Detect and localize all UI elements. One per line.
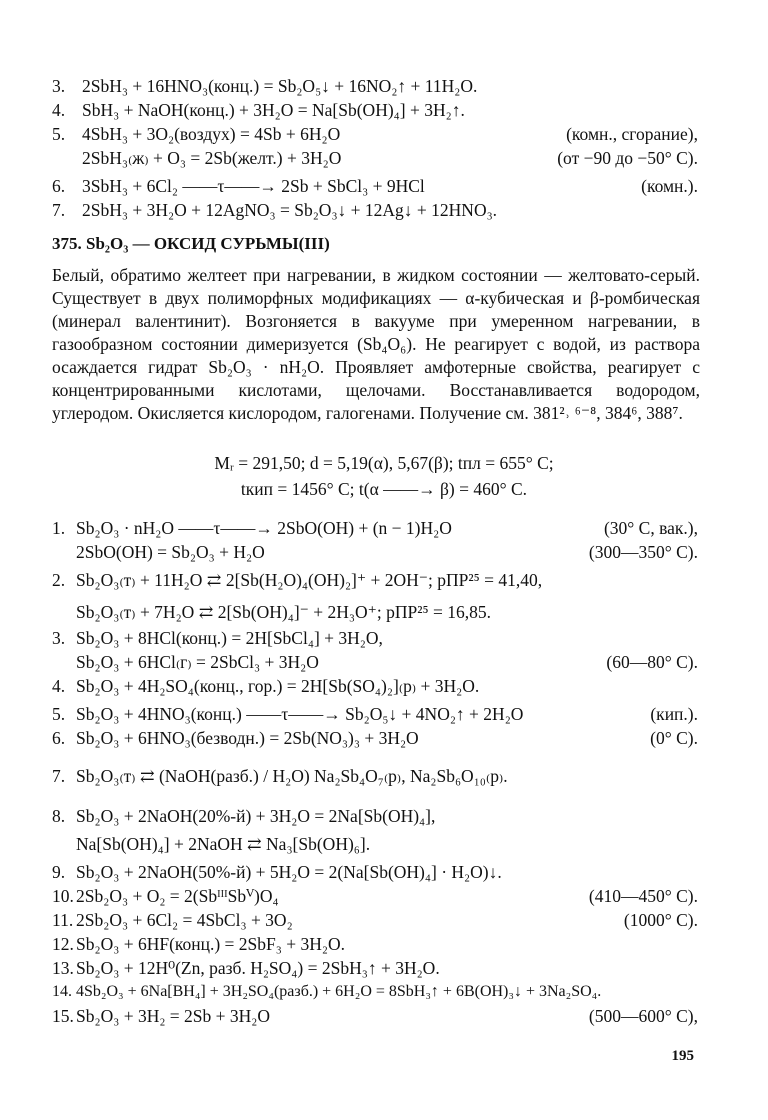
equation-condition: (комн., сгорание), bbox=[566, 124, 698, 144]
reaction-text: 4Sb₂O₃ + 6Na[BH₄] + 3H₂SO₄(разб.) + 6H₂O = 8SbH₃↑ + 6B(OH)₃↓ + 3Na₂SO₄. bbox=[76, 983, 602, 1000]
equation-text: 4SbH₃ + 3O₂(воздух) = 4Sb + 6H₂O bbox=[82, 124, 341, 144]
reaction-text: Sb₂O₃ + 6HCl₍г₎ = 2SbCl₃ + 3H₂O bbox=[76, 652, 319, 672]
reaction-text: Sb₂O₃ + 6HF(конц.) = 2SbF₃ + 3H₂O. bbox=[76, 934, 345, 954]
reaction-line bbox=[0, 860, 768, 884]
section-title: 375. Sb₂O₃ — ОКСИД СУРЬМЫ(III) bbox=[52, 234, 330, 253]
reaction-line bbox=[0, 650, 768, 674]
reaction-text: Sb₂O₃ + 8HCl(конц.) = 2H[SbCl₄] + 3H₂O, bbox=[76, 628, 383, 648]
reaction-line bbox=[0, 804, 768, 828]
reaction-number: 15. bbox=[52, 1006, 74, 1026]
reaction-number: 13. bbox=[52, 958, 74, 978]
reaction-number: 11. bbox=[52, 910, 74, 930]
reaction-condition: (410—450° С). bbox=[588, 886, 698, 906]
reaction-text: Sb₂O₃ + 2NaOH(50%-й) + 5H₂O = 2(Na[Sb(OH)₄] · H₂O)↓. bbox=[76, 862, 502, 882]
reaction-text: Sb₂O₃₍т₎ + 11H₂O ⇄ 2[Sb(H₂O)₄(OH)₂]⁺ + 2OH⁻; рПР²⁵ = 41,40, bbox=[76, 570, 543, 590]
reaction-line bbox=[0, 702, 768, 726]
reaction-line bbox=[0, 1004, 768, 1028]
reaction-line bbox=[0, 516, 768, 540]
reaction-line bbox=[0, 764, 768, 788]
reaction-line bbox=[0, 908, 768, 932]
reaction-number: 8. bbox=[52, 806, 66, 826]
reaction-condition: (30° С, вак.), bbox=[603, 518, 698, 538]
reaction-number: 2. bbox=[52, 570, 66, 590]
reaction-line bbox=[0, 540, 768, 564]
reaction-text: Sb₂O₃ · nH₂O ——τ——→ 2SbO(OH) + (n − 1)H₂O bbox=[76, 518, 452, 538]
equation-condition: (комн.). bbox=[641, 176, 698, 196]
reaction-text: Na[Sb(OH)₄] + 2NaOH ⇄ Na₃[Sb(OH)₆]. bbox=[76, 834, 371, 854]
reaction-text: Sb₂O₃ + 2NaOH(20%-й) + 3H₂O = 2Na[Sb(OH)₄], bbox=[76, 806, 436, 826]
reaction-number: 5. bbox=[52, 704, 66, 724]
reaction-line bbox=[0, 832, 768, 856]
reaction-text: Sb₂O₃ + 3H₂ = 2Sb + 3H₂O bbox=[76, 1006, 271, 1026]
reaction-number: 10. bbox=[52, 886, 74, 906]
reaction-line bbox=[0, 674, 768, 698]
reaction-condition: (60—80° С). bbox=[606, 652, 698, 672]
reaction-number: 3. bbox=[52, 628, 66, 648]
reaction-number: 7. bbox=[52, 766, 66, 786]
reaction-condition: (кип.). bbox=[650, 704, 698, 724]
reaction-condition: (300—350° С). bbox=[588, 542, 698, 562]
equation-number: 5. bbox=[52, 124, 66, 144]
equation-number: 4. bbox=[52, 100, 66, 120]
equation-number: 3. bbox=[52, 76, 66, 96]
reaction-line bbox=[0, 600, 768, 624]
page-number: 195 bbox=[671, 1048, 694, 1064]
equation-line bbox=[0, 74, 768, 98]
reaction-text: Sb₂O₃ + 6HNO₃(безводн.) = 2Sb(NO₃)₃ + 3H₂O bbox=[76, 728, 419, 748]
reaction-number: 6. bbox=[52, 728, 66, 748]
equation-text: SbH₃ + NaOH(конц.) + 3H₂O = Na[Sb(OH)₄] + 3H₂↑. bbox=[82, 100, 465, 120]
reaction-line bbox=[0, 956, 768, 980]
reaction-line bbox=[0, 726, 768, 750]
equation-text: 2SbH₃₍ж₎ + O₃ = 2Sb(желт.) + 3H₂O bbox=[82, 148, 342, 168]
properties-line: tкип = 1456° С; t(α ——→ β) = 460° С. bbox=[240, 479, 528, 499]
equation-line bbox=[0, 122, 768, 146]
equation-line bbox=[0, 174, 768, 198]
reaction-line bbox=[0, 568, 768, 592]
equation-line bbox=[0, 98, 768, 122]
reaction-text: Sb₂O₃ + 4H₂SO₄(конц., гор.) = 2H[Sb(SO₄)₂]₍р₎ + 3H₂O. bbox=[76, 676, 480, 696]
reaction-line bbox=[0, 626, 768, 650]
reaction-text: Sb₂O₃₍т₎ ⇄ (NaOH(разб.) / H₂O) Na₂Sb₄O₇₍р₎, Na₂Sb₆O₁₀₍р₎. bbox=[76, 766, 508, 786]
section-paragraph bbox=[52, 264, 700, 425]
reaction-line bbox=[0, 884, 768, 908]
equation-condition: (от −90 до −50° С). bbox=[557, 148, 698, 168]
reaction-text: Sb₂O₃₍т₎ + 7H₂O ⇄ 2[Sb(OH)₄]⁻ + 2H₃O⁺; рПР²⁵ = 16,85. bbox=[76, 602, 491, 622]
reaction-line bbox=[0, 932, 768, 956]
paragraph-text: Белый, обратимо желтеет при нагревании, в жидком состоянии — желтовато-серый. Существует в двух полиморфных модификациях — α-кубическая и β-ромбическая (минерал валентинит). Возгоняется в вакууме при умеренном нагревании, в газообразном состоянии димеризуется (Sb₄O₆). Не реагирует с водой, из раствора осаждается гидрат Sb₂O₃ · nH₂O. Проявляет амфотерные свойства, реагирует с концентрированными кислотами, щелочами. Восстанавливается водородом, углеродом. Окисляется кислородом, галогенами. Получение см. 381²˒ ⁶⁻⁸, 384⁶, 388⁷. bbox=[52, 265, 700, 423]
reaction-number: 9. bbox=[52, 862, 66, 882]
equation-number: 6. bbox=[52, 176, 66, 196]
equation-text: 2SbH₃ + 3H₂O + 12AgNO₃ = Sb₂O₃↓ + 12Ag↓ + 12HNO₃. bbox=[82, 200, 498, 220]
reaction-number: 12. bbox=[52, 934, 74, 954]
reaction-text: Sb₂O₃ + 12H⁰(Zn, разб. H₂SO₄) = 2SbH₃↑ + 3H₂O. bbox=[76, 958, 440, 978]
reaction-condition: (1000° С). bbox=[623, 910, 698, 930]
reaction-text: 2SbO(OH) = Sb₂O₃ + H₂O bbox=[76, 542, 265, 562]
reaction-line bbox=[0, 980, 768, 1004]
equation-text: 3SbH₃ + 6Cl₂ ——τ——→ 2Sb + SbCl₃ + 9HCl bbox=[82, 176, 425, 196]
reaction-condition: (0° С). bbox=[650, 728, 698, 748]
reaction-condition: (500—600° С), bbox=[588, 1006, 698, 1026]
reaction-text: 2Sb₂O₃ + O₂ = 2(SbᴵᴵᴵSbⱽ)O₄ bbox=[76, 886, 279, 906]
reaction-number: 4. bbox=[52, 676, 66, 696]
reaction-number: 14. bbox=[52, 983, 72, 1000]
equation-line bbox=[0, 146, 768, 170]
properties-line: Mᵣ = 291,50; d = 5,19(α), 5,67(β); tпл = 655° С; bbox=[214, 453, 554, 473]
equation-number: 7. bbox=[52, 200, 66, 220]
equation-text: 2SbH₃ + 16HNO₃(конц.) = Sb₂O₅↓ + 16NO₂↑ + 11H₂O. bbox=[82, 76, 478, 96]
equation-line bbox=[0, 198, 768, 222]
reaction-text: 2Sb₂O₃ + 6Cl₂ = 4SbCl₃ + 3O₂ bbox=[76, 910, 293, 930]
reaction-text: Sb₂O₃ + 4HNO₃(конц.) ——τ——→ Sb₂O₅↓ + 4NO₂↑ + 2H₂O bbox=[76, 704, 524, 724]
reaction-number: 1. bbox=[52, 518, 66, 538]
